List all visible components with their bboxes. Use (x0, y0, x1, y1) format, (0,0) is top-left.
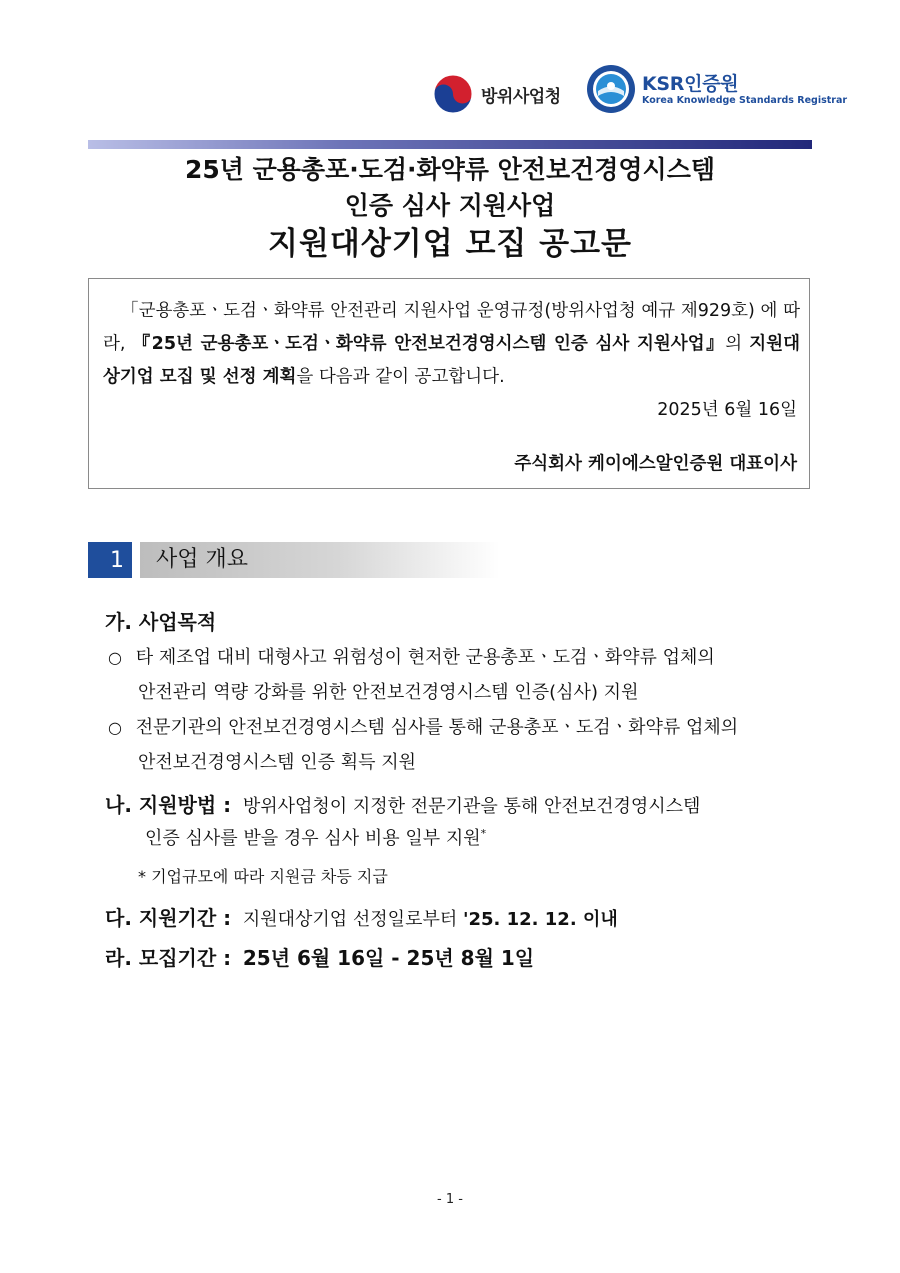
period-heading: 다. 지원기간 : (105, 906, 232, 930)
notice-date: 2025년 6월 16일 (657, 400, 797, 420)
purpose-item-2-line-1: ○ 전문기관의 안전보건경영시스템 심사를 통해 군용총포ㆍ도검ㆍ화약류 업체의 (108, 717, 739, 738)
bullet-icon: ○ (108, 648, 122, 667)
notice-project-name: 『25년 군용총포ㆍ도검ㆍ화약류 안전보건경영시스템 인증 심사 지원사업』 (132, 334, 726, 354)
ksr-subtitle: Korea Knowledge Standards Registrar (642, 94, 848, 106)
notice-part-5: 을 다음과 같이 공고합니다. (296, 367, 505, 387)
ksr-name: KSR인증원 (642, 72, 739, 95)
dapa-name: 방위사업청 (481, 86, 561, 107)
recruit-heading: 라. 모집기간 : (105, 946, 232, 970)
method-note: * 기업규모에 따라 지원금 차등 지급 (138, 867, 388, 886)
method-heading: 나. 지원방법 : (105, 793, 232, 817)
ksr-wordmark (642, 73, 847, 106)
method-line-2: 인증 심사를 받을 경우 심사 비용 일부 지원* (145, 827, 487, 849)
dapa-logo (433, 74, 561, 114)
period-deadline: '25. 12. 12. 이내 (462, 909, 618, 930)
taegeuk-emblem-icon (433, 74, 473, 114)
purpose-item-1-line-1: ○ 타 제조업 대비 대형사고 위험성이 현저한 군용총포ㆍ도검ㆍ화약류 업체의 (108, 647, 715, 668)
section-title: 사업 개요 (156, 547, 249, 572)
title-bar (88, 140, 812, 149)
purpose-item-2-line-2: 안전보건경영시스템 인증 획득 지원 (138, 752, 416, 773)
title-line-3: 지원대상기업 모집 공고문 (268, 226, 632, 262)
purpose-item-1-line-2: 안전관리 역량 강화를 위한 안전보건경영시스템 인증(심사) 지원 (138, 682, 639, 703)
ksr-seal-icon (586, 64, 636, 114)
title-line-1: 25년 군용총포·도검·화약류 안전보건경영시스템 (184, 155, 716, 184)
notice-plan: 지원대상기업 모집 및 선정 계획 (103, 334, 801, 387)
bullet-icon: ○ (108, 718, 122, 737)
method-line-1: 나. 지원방법 : 방위사업청이 지정한 전문기관을 통해 안전보건경영시스템 (105, 793, 701, 817)
notice-part-1: 「군용총포ㆍ도검ㆍ화약류 안전관리 지원사업 운영규정(방위사업청 예규 제929호) 에 따라, (103, 301, 800, 354)
notice-box (88, 278, 810, 489)
notice-org: 주식회사 케이에스알인증원 대표이사 (514, 454, 797, 474)
recruit-line (105, 942, 534, 971)
notice-part-3: 의 (725, 334, 750, 354)
title-line-2: 인증 심사 지원사업 (344, 191, 556, 220)
page-number: - 1 - (437, 1192, 463, 1207)
section-number: 1 (88, 542, 132, 578)
purpose-heading: 가. 사업목적 (105, 610, 217, 634)
recruit-period: 25년 6월 16일 - 25년 8월 1일 (242, 946, 535, 970)
ksr-logo (586, 64, 847, 114)
notice-paragraph (103, 295, 800, 394)
period-line: 다. 지원기간 : 지원대상기업 선정일로부터 '25. 12. 12. 이내 (105, 906, 618, 930)
